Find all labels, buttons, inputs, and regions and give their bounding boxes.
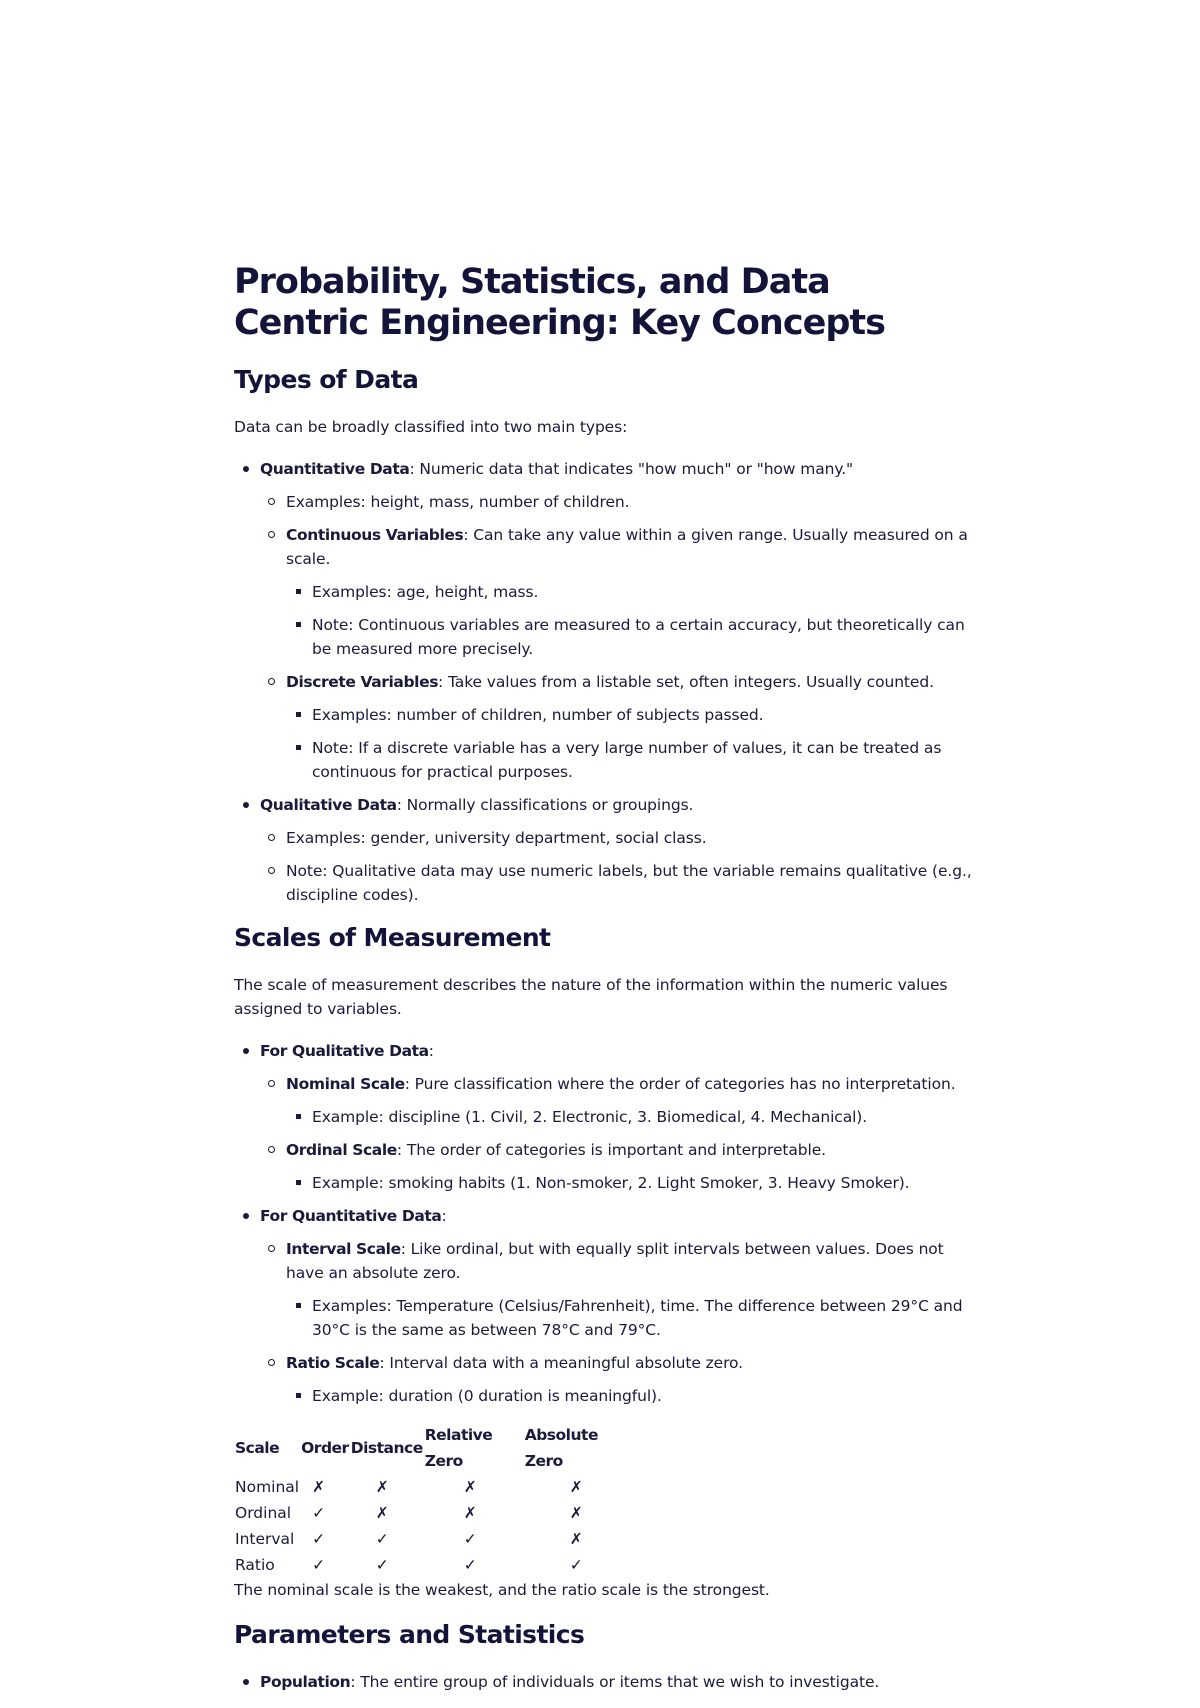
scales-intro: The scale of measurement describes the nature of the information within the numeric values assigned to variables. <box>234 976 948 1018</box>
table-row <box>234 1552 632 1578</box>
table-cell: ✗ <box>569 1478 583 1496</box>
qualitative-scales-sublist <box>260 1072 974 1195</box>
list-item-qualitative <box>234 793 974 907</box>
table-header-cell: Distance <box>350 1439 423 1457</box>
ordinal-sublist <box>286 1171 974 1195</box>
interval-description: : Like ordinal, but with equally split intervals between values. Does not have an absolute zero. <box>286 1240 944 1282</box>
table-cell: ✗ <box>463 1478 477 1496</box>
colon: : <box>428 1042 434 1060</box>
term-for-qualitative-data: For Qualitative Data <box>260 1042 429 1060</box>
qualitative-note: Note: Qualitative data may use numeric labels, but the variable remains qualitative (e.g., discipline codes). <box>260 859 974 907</box>
table-cell: ✓ <box>375 1556 389 1574</box>
ordinal-description: : The order of categories is important and interpretable. <box>396 1141 826 1159</box>
continuous-sublist <box>286 580 974 661</box>
section-heading-parameters: Parameters and Statistics <box>234 1620 585 1649</box>
table-cell: ✓ <box>463 1530 477 1548</box>
discrete-note: Note: If a discrete variable has a very large number of values, it can be treated as continuous for practical purposes. <box>286 736 974 784</box>
list-item-ordinal <box>260 1138 974 1195</box>
nominal-example: Example: discipline (1. Civil, 2. Electronic, 3. Biomedical, 4. Mechanical). <box>286 1105 974 1129</box>
quantitative-examples: Examples: height, mass, number of children. <box>260 490 974 514</box>
scales-list <box>234 1039 974 1408</box>
table-row <box>234 1526 632 1552</box>
term-continuous-variables: Continuous Variables <box>286 526 464 544</box>
scales-table <box>234 1422 632 1578</box>
nominal-sublist <box>286 1105 974 1129</box>
list-item-discrete <box>260 670 974 784</box>
list-item-quantitative <box>234 457 974 784</box>
table-cell: ✗ <box>375 1504 389 1522</box>
table-header-cell: Order <box>301 1439 349 1457</box>
continuous-description: : Can take any value within a given range. Usually measured on a scale. <box>286 526 968 568</box>
interval-sublist <box>286 1294 974 1342</box>
table-cell: Ordinal <box>235 1504 292 1522</box>
table-cell: ✓ <box>463 1556 477 1574</box>
list-item-continuous <box>260 523 974 661</box>
page-title: Probability, Statistics, and Data Centric Engineering: Key Concepts <box>234 262 885 343</box>
table-cell: ✓ <box>312 1530 326 1548</box>
ratio-sublist <box>286 1384 974 1408</box>
qualitative-sublist <box>260 826 974 907</box>
types-of-data-intro: Data can be broadly classified into two main types: <box>234 418 628 436</box>
term-discrete-variables: Discrete Variables <box>286 673 439 691</box>
colon: : <box>441 1207 447 1225</box>
quantitative-description: : Numeric data that indicates "how much" or "how many." <box>409 460 854 478</box>
qualitative-description: : Normally classifications or groupings. <box>396 796 694 814</box>
ratio-example: Example: duration (0 duration is meaningful). <box>286 1384 974 1408</box>
ordinal-example: Example: smoking habits (1. Non-smoker, 2. Light Smoker, 3. Heavy Smoker). <box>286 1171 974 1195</box>
qualitative-examples: Examples: gender, university department, social class. <box>260 826 974 850</box>
term-quantitative-data: Quantitative Data <box>260 460 410 478</box>
table-cell: ✓ <box>569 1556 583 1574</box>
term-interval-scale: Interval Scale <box>286 1240 401 1258</box>
table-cell: ✗ <box>375 1478 389 1496</box>
list-item-for-quantitative <box>234 1204 974 1408</box>
table-cell: ✓ <box>312 1504 326 1522</box>
term-for-quantitative-data: For Quantitative Data <box>260 1207 442 1225</box>
quantitative-scales-sublist <box>260 1237 974 1408</box>
types-of-data-list <box>234 457 974 907</box>
nominal-description: : Pure classification where the order of categories has no interpretation. <box>404 1075 956 1093</box>
term-ratio-scale: Ratio Scale <box>286 1354 380 1372</box>
discrete-sublist <box>286 703 974 784</box>
table-cell: Interval <box>235 1530 295 1548</box>
continuous-note: Note: Continuous variables are measured to a certain accuracy, but theoretically can be measured more precisely. <box>286 613 974 661</box>
list-item-nominal <box>260 1072 974 1129</box>
list-item-ratio <box>260 1351 974 1408</box>
table-row <box>234 1500 632 1526</box>
document-content <box>234 262 974 1708</box>
table-cell: Ratio <box>235 1556 275 1574</box>
term-population: Population <box>260 1673 351 1691</box>
quantitative-sublist <box>260 490 974 784</box>
discrete-description: : Take values from a listable set, often integers. Usually counted. <box>438 673 934 691</box>
table-header-cell: Relative Zero <box>424 1426 493 1470</box>
table-header-row <box>234 1422 632 1474</box>
table-cell: ✗ <box>569 1530 583 1548</box>
table-row <box>234 1474 632 1500</box>
population-description: : The entire group of individuals or items that we wish to investigate. <box>350 1673 880 1691</box>
table-cell: ✗ <box>463 1504 477 1522</box>
discrete-examples: Examples: number of children, number of subjects passed. <box>286 703 974 727</box>
table-cell: ✗ <box>312 1478 326 1496</box>
table-cell: ✓ <box>375 1530 389 1548</box>
term-qualitative-data: Qualitative Data <box>260 796 397 814</box>
table-header-cell: Scale <box>235 1439 280 1457</box>
table-cell: Nominal <box>235 1478 300 1496</box>
table-header-cell: Absolute Zero <box>524 1426 598 1470</box>
list-item-population <box>234 1670 974 1694</box>
table-cell: ✓ <box>312 1556 326 1574</box>
list-item-interval <box>260 1237 974 1342</box>
term-nominal-scale: Nominal Scale <box>286 1075 405 1093</box>
term-ordinal-scale: Ordinal Scale <box>286 1141 397 1159</box>
section-heading-types-of-data: Types of Data <box>234 365 419 394</box>
continuous-examples: Examples: age, height, mass. <box>286 580 974 604</box>
interval-example: Examples: Temperature (Celsius/Fahrenheit), time. The difference between 29°C and 30°C is the same as between 78°C and 79°C. <box>286 1294 974 1342</box>
parameters-list <box>234 1670 974 1694</box>
table-cell: ✗ <box>569 1504 583 1522</box>
section-heading-scales: Scales of Measurement <box>234 923 551 952</box>
scales-summary: The nominal scale is the weakest, and the ratio scale is the strongest. <box>234 1581 770 1599</box>
list-item-for-qualitative <box>234 1039 974 1195</box>
ratio-description: : Interval data with a meaningful absolute zero. <box>379 1354 743 1372</box>
